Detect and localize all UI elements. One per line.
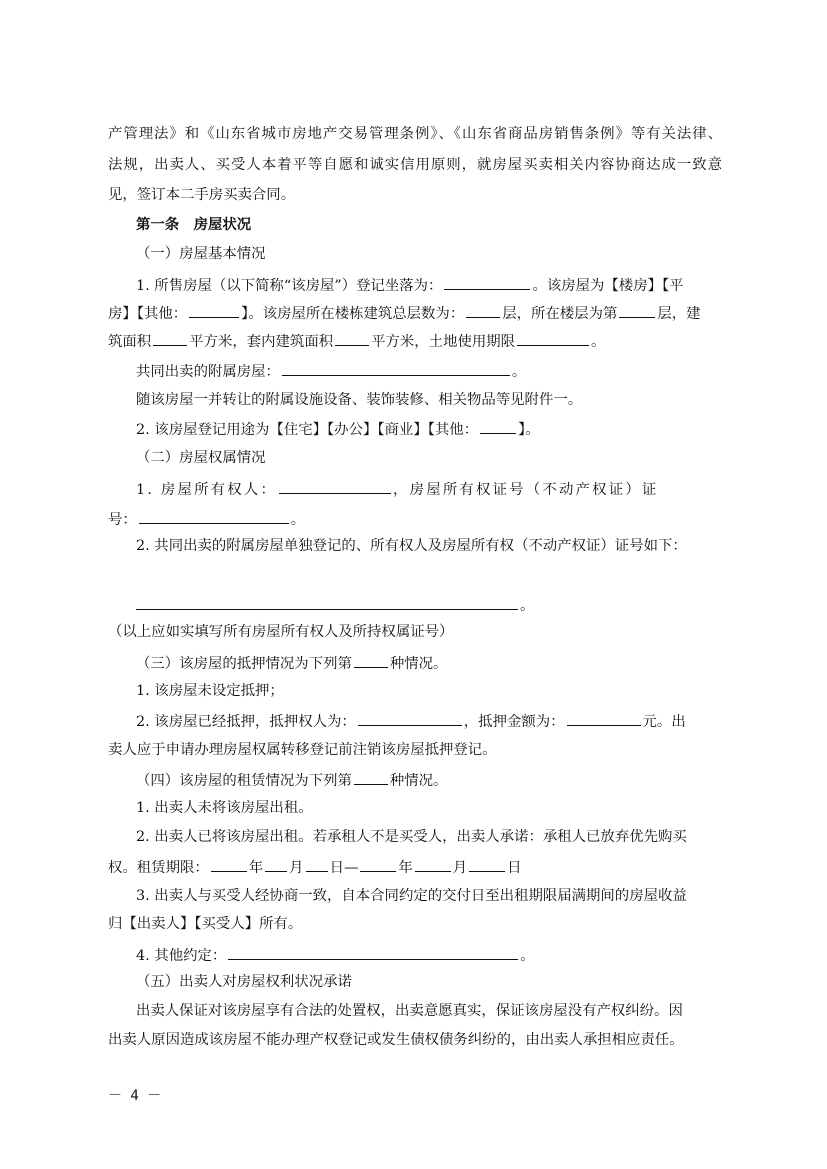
body-line: （以上应如实填写所有房屋所有权人及所持权属证号） (108, 624, 454, 640)
body-line: 2. 该房屋已经抵押，抵押权人为： ，抵押金额为： 元。出 (136, 710, 722, 732)
body-line: 出卖人保证对该房屋享有合法的处置权，出卖意愿真实，保证该房屋没有产权纠纷。因 (136, 1003, 683, 1019)
body-line: 共同出卖的附属房屋： 。 (136, 360, 722, 382)
body-line: 筑面积 平方米，套内建筑面积 平方米，土地使用期限 。 (108, 330, 722, 352)
body-line: 权。租赁期限： 年 月 日— 年 月 日 (108, 856, 722, 878)
body-line: 房】【其他： 】。该房屋所在楼栋建筑总层数为： 层，所在楼层为第 层，建 (108, 302, 722, 324)
section-heading: （一）房屋基本情况 (136, 246, 266, 262)
body-line: 3. 出卖人与买受人经协商一致，自本合同约定的交付日至出租期限届满期间的房屋收益 (136, 888, 687, 904)
body-line: 。 (136, 594, 722, 616)
body-line: 2. 该房屋登记用途为【住宅】【办公】【商业】【其他： 】。 (136, 418, 722, 440)
article-heading: 第一条 房屋状况 (136, 216, 252, 233)
body-line: 1. 出卖人未将该房屋出租。 (136, 800, 313, 816)
body-line: 法规，出卖人、买受人本着平等自愿和诚实信用原则，就房屋买卖相关内容协商达成一致意 (108, 157, 722, 173)
body-line: 随该房屋一并转让的附属设施设备、装饰装修、相关物品等见附件一。 (136, 392, 583, 408)
section-heading: （五）出卖人对房屋权利状况承诺 (136, 974, 352, 990)
body-line: 卖人应于申请办理房屋权属转移登记前注销该房屋抵押登记。 (108, 742, 497, 758)
body-line: 号： 。 (108, 508, 722, 530)
body-line: 1. 房屋所有权人： ，房屋所有权证号（不动产权证）证 (136, 478, 722, 500)
body-line: 2. 出卖人已将该房屋出租。若承租人不是买受人，出卖人承诺：承租人已放弃优先购买 (136, 829, 687, 845)
body-line: 4. 其他约定： 。 (136, 944, 722, 966)
body-line: 产管理法》和《山东省城市房地产交易管理条例》、《山东省商品房销售条例》等有关法律、 (108, 126, 722, 142)
body-line: 1. 该房屋未设定抵押； (136, 683, 284, 699)
body-line: 归【出卖人】【买受人】所有。 (108, 916, 303, 932)
section-heading: （三）该房屋的抵押情况为下列第 种情况。 (136, 652, 722, 674)
body-line: 见，签订本二手房买卖合同。 (108, 187, 296, 203)
body-line: 2. 共同出卖的附属房屋单独登记的、所有权人及房屋所有权（不动产权证）证号如下： (136, 538, 687, 554)
body-line: 1. 所售房屋（以下简称“该房屋”）登记坐落为： 。该房屋为【楼房】【平 (136, 274, 722, 296)
body-line: 出卖人原因造成该房屋不能办理产权登记或发生债权债务纠纷的，由出卖人承担相应责任。 (108, 1032, 684, 1048)
section-heading: （四）该房屋的租赁情况为下列第 种情况。 (136, 769, 722, 791)
section-heading: （二）房屋权属情况 (136, 450, 266, 466)
page-number: － 4 － (108, 1088, 162, 1104)
